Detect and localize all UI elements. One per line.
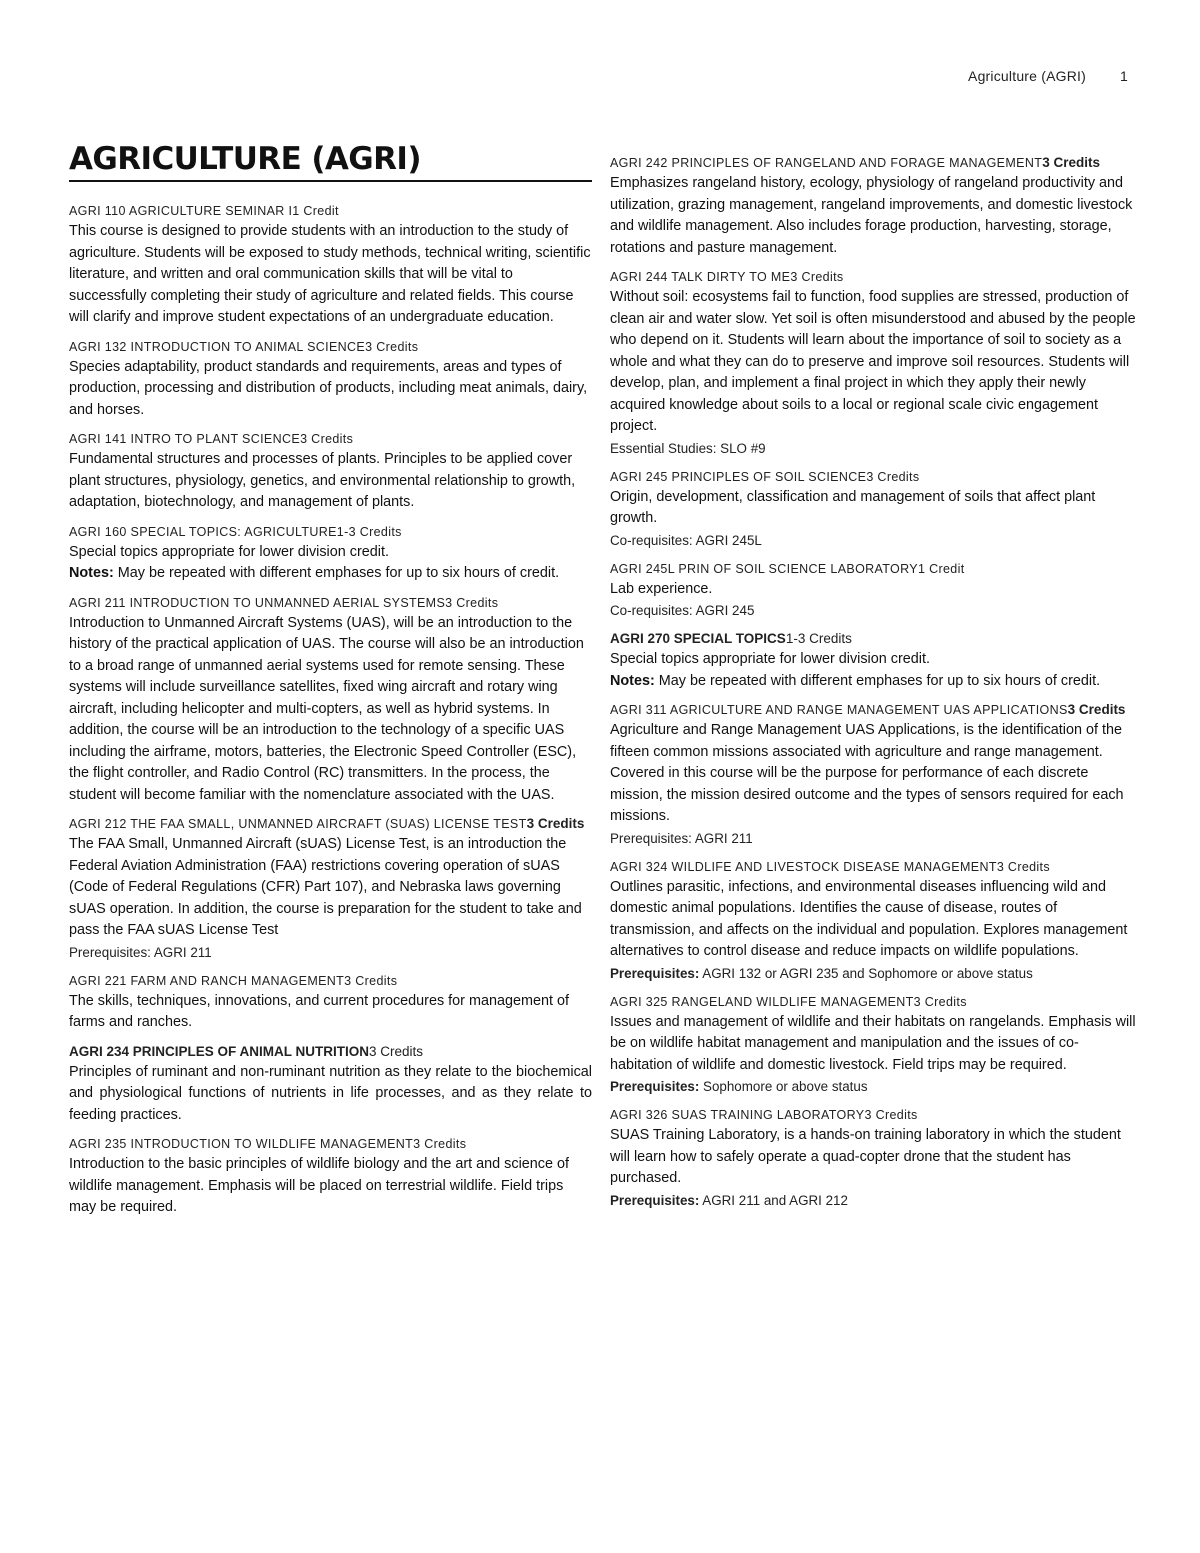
course-heading — [610, 559, 1140, 579]
course-prerequisites — [610, 963, 1140, 984]
course-title: AGRI 244 TALK DIRTY TO ME — [610, 270, 791, 284]
course-heading — [69, 971, 592, 991]
course-heading — [610, 153, 1140, 173]
running-title: Agriculture (AGRI) — [968, 68, 1086, 84]
course-heading — [69, 1042, 592, 1062]
notes-label: Notes: — [69, 565, 114, 581]
course-agri-234 — [69, 1042, 592, 1127]
course-description: Special topics appropriate for lower division credit. — [69, 543, 389, 560]
course-description: Agriculture and Range Management UAS Applications, is the identification of the fifteen common missions associated with agriculture and range management. Covered in this course will be the purpose for performance of each discrete mission, the mission desired outcome and the types of sensors required for each missions. — [610, 722, 1124, 824]
course-title: AGRI 326 SUAS TRAINING LABORATORY — [610, 1108, 865, 1122]
course-agri-141 — [69, 429, 592, 514]
course-credits: 3 Credits — [413, 1137, 467, 1151]
course-title: AGRI 160 SPECIAL TOPICS: AGRICULTURE — [69, 524, 337, 539]
course-credits: 3 Credits — [1042, 155, 1100, 170]
course-title: AGRI 235 INTRODUCTION TO WILDLIFE MANAGEMENT — [69, 1137, 414, 1151]
course-credits: 3 Credits — [365, 339, 419, 354]
course-credits: 3 Credits — [864, 1108, 918, 1122]
notes-text: May be repeated with different emphases for up to six hours of credit. — [113, 565, 560, 581]
course-title: AGRI 311 AGRICULTURE AND RANGE MANAGEMENT UAS APPLICATIONS — [610, 703, 1068, 717]
course-corequisites — [610, 600, 1140, 621]
course-title: AGRI 325 RANGELAND WILDLIFE MANAGEMENT — [610, 994, 914, 1009]
course-agri-160 — [69, 522, 592, 585]
course-heading — [610, 857, 1140, 877]
course-description: Species adaptability, product standards and requirements, areas and types of production, processing and distribution of products, including meat animals, dairy, and horses. — [69, 358, 588, 418]
course-title: AGRI 242 PRINCIPLES OF RANGELAND AND FORAGE MANAGEMENT — [610, 156, 1043, 170]
course-description: Issues and management of wildlife and their habitats on rangelands. Emphasis will be on wildlife habitat management and manipulation and the issues of co-habitation of wildlife and domestic livestock. Field trips may be required. — [610, 1013, 1136, 1073]
course-agri-211 — [69, 593, 592, 807]
course-agri-245l — [610, 559, 1140, 622]
course-title: AGRI 212 THE FAA SMALL, UNMANNED AIRCRAFT (SUAS) LICENSE TEST — [69, 817, 527, 831]
course-heading — [69, 593, 592, 613]
course-description: Fundamental structures and processes of plants. Principles to be applied cover plant structures, physiology, genetics, and environmental relationship to growth, adaptation, biotechnology, and management of plants. — [69, 451, 576, 510]
prerequisites-text: Sophomore or above status — [699, 1079, 868, 1094]
course-description: Introduction to Unmanned Aircraft Systems (UAS), will be an introduction to the history of the practical application of UAS. The course will also be an introduction to a broad range of unmanned aerial systems used for remote sensing. These systems will include surveillance satellites, fixed wing aircraft and rotary wing aircraft, including helicopter and multi-copters, as well as hybrid systems. In addition, the course will be an introduction to the technology of a specific UAS including the airframe, motors, batteries, the Electronic Speed Controller (ESC), the flight controller, and Radio Control (RC) transmitters. In the process, the student will become familiar with the nomenclature associated with the UAS. — [69, 614, 584, 803]
course-heading — [69, 429, 592, 449]
course-description: Introduction to the basic principles of wildlife biology and the art and science of wildlife management. Emphasis will be placed on terrestrial wildlife. Field trips may be required. — [69, 1156, 569, 1215]
course-heading — [69, 201, 592, 221]
course-agri-244 — [610, 267, 1140, 459]
course-title: AGRI 245L PRIN OF SOIL SCIENCE LABORATORY — [610, 561, 918, 576]
prerequisites-text: AGRI 132 or AGRI 235 and Sophomore or above status — [699, 965, 1033, 981]
right-column — [610, 153, 1140, 1219]
course-credits: 3 Credits — [996, 859, 1050, 874]
running-header — [0, 68, 1128, 84]
course-heading — [69, 337, 592, 357]
course-credits: 1 Credit — [917, 561, 965, 576]
course-credits: 1-3 Credits — [785, 631, 852, 646]
page-number: 1 — [1120, 68, 1128, 84]
course-prerequisites — [69, 942, 592, 963]
course-agri-212 — [69, 814, 592, 963]
course-agri-245 — [610, 467, 1140, 551]
prerequisites-text: AGRI 211 — [150, 944, 212, 960]
course-agri-311 — [610, 700, 1140, 849]
course-agri-326 — [610, 1105, 1140, 1211]
course-description: Without soil: ecosystems fail to function, food supplies are stressed, production of clean air and water slow. Yet soil is often misunderstood and abused by the people who depend on it. Students will learn about the importance of soil to society as a whole and what they can do to preserve and improve soil resources. Students will develop, plan, and implement a final project in which they apply their newly acquired knowledge about soils to a local or regional scale civic engagement project. — [610, 289, 1136, 434]
course-title: AGRI 270 SPECIAL TOPICS — [610, 631, 786, 646]
course-agri-132 — [69, 337, 592, 422]
course-description: Special topics appropriate for lower division credit. — [610, 651, 930, 667]
essential-studies-text: SLO #9 — [716, 440, 766, 456]
course-essential-studies — [610, 438, 1140, 459]
course-notes — [610, 671, 1140, 693]
course-agri-110 — [69, 201, 592, 329]
course-title: AGRI 245 PRINCIPLES OF SOIL SCIENCE — [610, 469, 867, 484]
course-description: Outlines parasitic, infections, and environmental diseases influencing wild and domestic animal populations. Identifies the cause of disease, routes of transmission, and affects on the individual and population. Explores management alternatives to control disease and reduce impacts on wildlife populations. — [610, 878, 1128, 959]
prerequisites-label: Prerequisites: — [610, 830, 692, 846]
course-title: AGRI 141 INTRO TO PLANT SCIENCE — [69, 432, 301, 446]
course-title: AGRI 211 INTRODUCTION TO UNMANNED AERIAL SYSTEMS — [69, 595, 446, 610]
course-description: Principles of ruminant and non-ruminant nutrition as they relate to the biochemical and physiological functions of nutrients in life processes, and as they relate to feeding practices. — [69, 1063, 592, 1123]
course-credits: 3 Credits — [790, 270, 844, 284]
course-credits: 3 Credits — [369, 1043, 424, 1059]
essential-studies-label: Essential Studies: — [610, 440, 717, 456]
notes-text: May be repeated with different emphases for up to six hours of credit. — [654, 672, 1101, 689]
course-heading — [610, 992, 1140, 1012]
course-agri-242 — [610, 153, 1140, 259]
course-title: AGRI 221 FARM AND RANCH MANAGEMENT — [69, 973, 345, 988]
course-description: The skills, techniques, innovations, and current procedures for management of farms and ranches. — [69, 992, 569, 1030]
prerequisites-label: Prerequisites: — [610, 1192, 700, 1208]
course-description: Lab experience. — [610, 580, 713, 597]
course-heading — [610, 1105, 1140, 1125]
course-agri-235 — [69, 1134, 592, 1219]
prerequisites-text: AGRI 211 and AGRI 212 — [699, 1192, 848, 1208]
page-title: AGRICULTURE (AGRI) — [69, 140, 592, 182]
course-heading — [610, 267, 1140, 287]
course-title: AGRI 234 PRINCIPLES OF ANIMAL NUTRITION — [69, 1043, 370, 1059]
course-description: Emphasizes rangeland history, ecology, physiology of rangeland productivity and utilization, grazing management, rangeland improvements, and domestic livestock and wildlife management. Also includes forage production, harvesting, storage, rotations and pasture management. — [610, 175, 1133, 256]
corequisites-label: Co-requisites: — [610, 532, 693, 548]
course-credits: 3 Credits — [1067, 702, 1126, 717]
course-credits: 3 Credits — [913, 994, 967, 1009]
course-heading — [69, 1134, 592, 1154]
course-credits: 3 Credits — [300, 432, 354, 446]
course-description: Origin, development, classification and management of soils that affect plant growth. — [610, 488, 1096, 526]
left-column — [69, 140, 592, 1227]
corequisites-label: Co-requisites: — [610, 603, 693, 618]
prerequisites-label: Prerequisites: — [610, 1079, 700, 1094]
course-prerequisites — [610, 828, 1140, 849]
course-title: AGRI 132 INTRODUCTION TO ANIMAL SCIENCE — [69, 339, 366, 354]
course-title: AGRI 324 WILDLIFE AND LIVESTOCK DISEASE MANAGEMENT — [610, 859, 997, 874]
corequisites-text: AGRI 245 — [692, 603, 755, 618]
course-agri-325 — [610, 992, 1140, 1098]
course-credits: 3 Credits — [526, 816, 585, 831]
course-agri-270 — [610, 629, 1140, 692]
course-credits: 3 Credits — [344, 973, 398, 988]
course-agri-324 — [610, 857, 1140, 984]
course-agri-221 — [69, 971, 592, 1034]
course-credits: 1-3 Credits — [336, 524, 402, 539]
course-heading — [610, 629, 1140, 649]
course-credits: 3 Credits — [866, 469, 920, 484]
prerequisites-label: Prerequisites: — [610, 965, 700, 981]
course-description: The FAA Small, Unmanned Aircraft (sUAS) License Test, is an introduction the Federal Aviation Administration (FAA) restrictions covering operation of sUAS (Code of Federal Regulations (CFR) Part 107), and Nebraska laws governing sUAS operation. In addition, the course is preparation for the student to take and pass the FAA sUAS License Test — [69, 836, 582, 938]
notes-label: Notes: — [610, 672, 655, 689]
course-heading — [69, 814, 592, 834]
course-prerequisites — [610, 1190, 1140, 1211]
course-heading — [69, 522, 592, 542]
course-heading — [610, 700, 1140, 720]
course-credits: 3 Credits — [445, 595, 499, 610]
course-credits: 1 Credit — [292, 204, 339, 218]
corequisites-text: AGRI 245L — [692, 532, 762, 548]
course-notes — [69, 563, 592, 585]
prerequisites-text: AGRI 211 — [691, 830, 753, 846]
course-corequisites — [610, 530, 1140, 551]
course-heading — [610, 467, 1140, 487]
course-description: This course is designed to provide students with an introduction to the study of agriculture. Students will be exposed to study methods, technical writing, scientific literature, and written and oral communication skills that will be vital to successfully completing their study of agriculture and related fields. This course will clarify and improve student expectations of an undergraduate education. — [69, 223, 591, 325]
course-prerequisites — [610, 1076, 1140, 1097]
prerequisites-label: Prerequisites: — [69, 944, 151, 960]
course-description: SUAS Training Laboratory, is a hands-on training laboratory in which the student will learn how to safely operate a quad-copter drone that the student has purchased. — [610, 1127, 1121, 1186]
course-title: AGRI 110 AGRICULTURE SEMINAR I — [69, 204, 293, 218]
